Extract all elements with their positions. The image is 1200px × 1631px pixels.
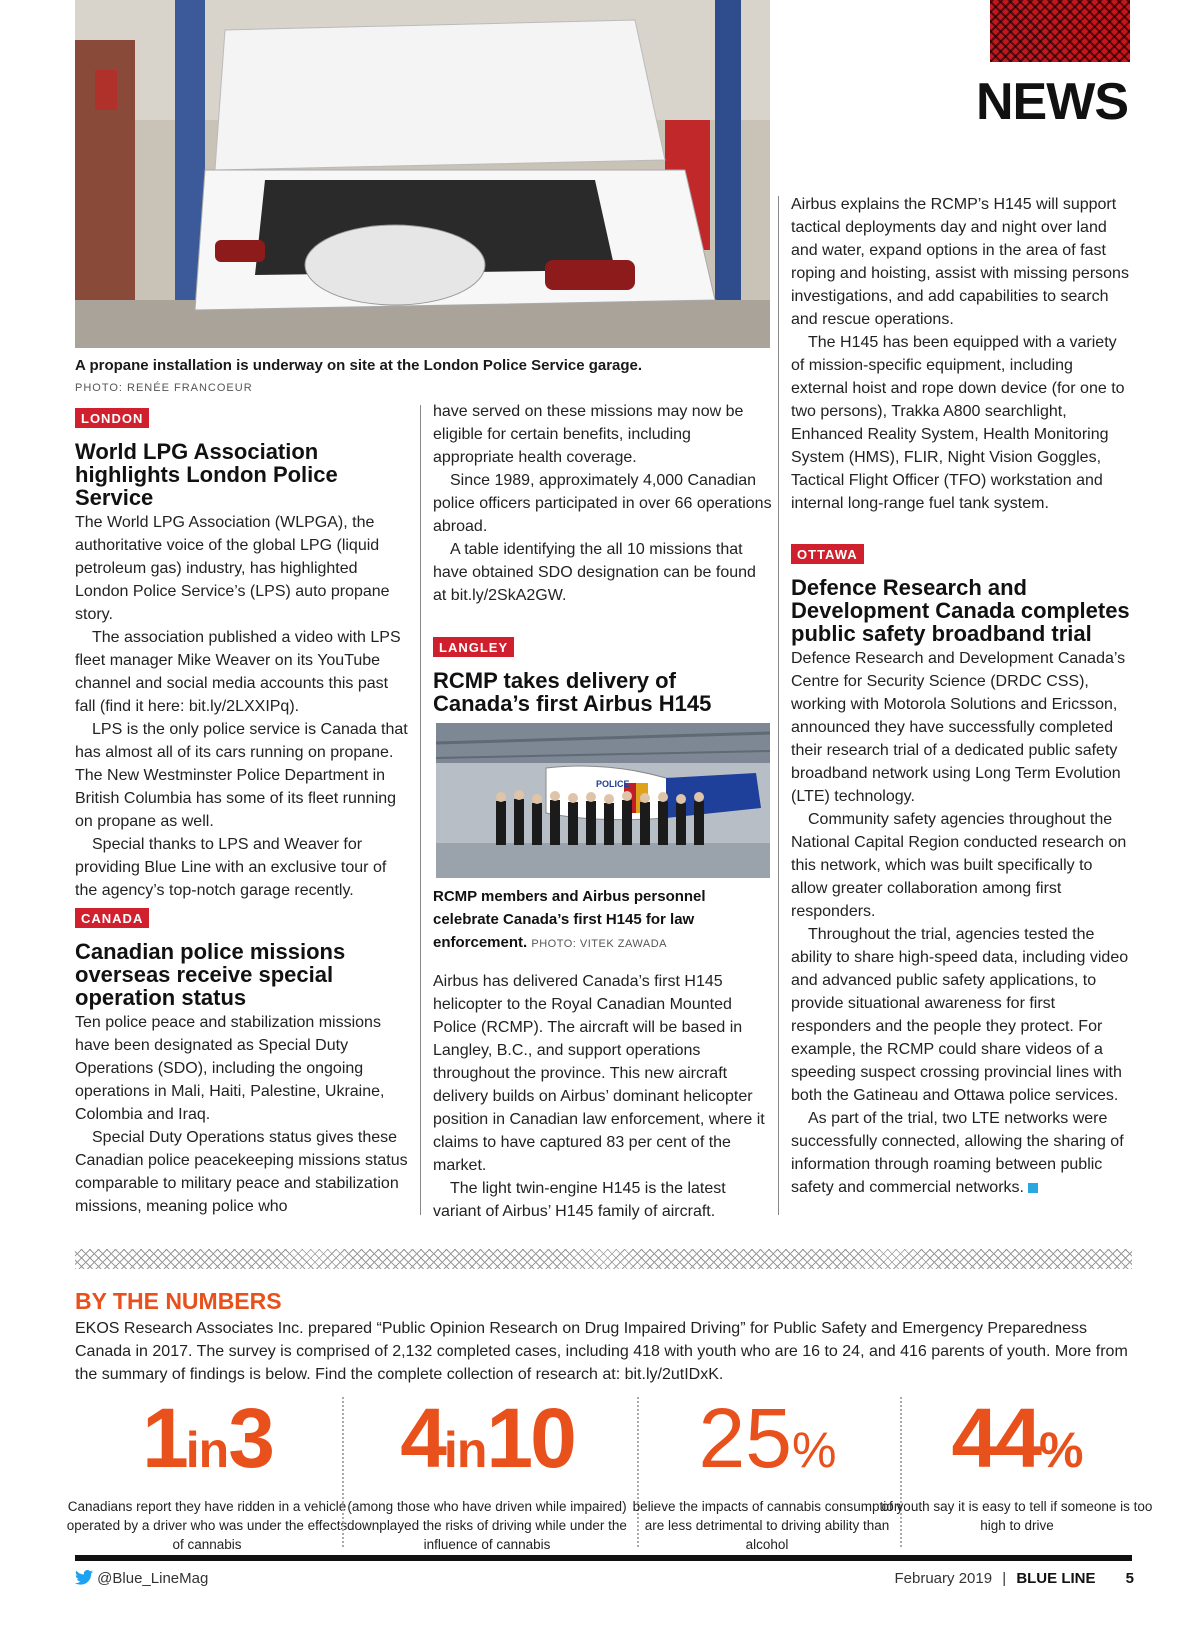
paragraph: Ten police peace and stabilization missions have been designated as Special Duty Operations (SDO), including the ongoing operations in Mali, Haiti, Palestine, Ukraine, Colombia and Iraq. (75, 1014, 385, 1123)
twitter-bird-icon (75, 1570, 93, 1585)
article-london (75, 408, 410, 902)
paragraph: Special thanks to LPS and Weaver for providing Blue Line with an exclusive tour of the agency’s top-notch garage recently. (75, 836, 387, 899)
tag-canada: CANADA (75, 908, 149, 928)
paragraph: The association published a video with LPS fleet manager Mike Weaver on its YouTube channel and social media accounts this past fall (find it here: bit.ly/2LXXIPq). (75, 629, 401, 715)
body-london (75, 511, 410, 902)
stat-4-value: 44% (951, 1391, 1083, 1485)
paragraph: The World LPG Association (WLPGA), the authoritative voice of the global LPG (liquid petroleum gas) industry, has highlighted London Police Service’s (LPS) auto propane story. (75, 514, 390, 623)
page-number: 5 (1125, 1570, 1134, 1587)
end-mark-icon (1028, 1183, 1038, 1193)
paragraph-text: As part of the trial, two LTE networks were successfully connected, allowing the sharing of information through roaming between public safety and commercial networks. (791, 1110, 1124, 1196)
by-the-numbers-intro: EKOS Research Associates Inc. prepared “Public Opinion Research on Drug Impaired Driving” for Public Safety and Emergency Preparedness Canada in 2017. The survey is comprised of 2,132 completed cases, including 418 with youth who are 16 to 24, and 416 parents of youth. More from the summary of findings is below. Find the complete collection of research at: bit.ly/2utIDxK. (75, 1320, 1128, 1383)
footer-separator: | (1002, 1570, 1007, 1587)
paragraph: Since 1989, approximately 4,000 Canadian police officers participated in over 66 operations abroad. (433, 472, 772, 535)
column-rule-1 (420, 405, 421, 1215)
article-langley (433, 637, 773, 715)
propane-car-photo (75, 0, 770, 348)
footer-rule (75, 1555, 1132, 1561)
stat-4-text: of youth say it is easy to tell if someone is too high to drive (881, 1499, 1153, 1533)
stat-1-text: Canadians report they have ridden in a vehicle operated by a driver who was under the effects of cannabis (66, 1499, 348, 1552)
stat-2 (342, 1391, 632, 1554)
paragraph: have served on these missions may now be eligible for certain benefits, including appropriate health coverage. (433, 403, 744, 466)
stat-3 (622, 1391, 912, 1554)
helicopter-caption-text: RCMP members and Airbus personnel celebrate Canada’s first H145 for law enforcement. (433, 888, 706, 951)
stat-1 (62, 1391, 352, 1554)
photo1-caption: A propane installation is underway on site at the London Police Service garage. (75, 357, 643, 374)
footer-date: February 2019 (894, 1570, 993, 1587)
tag-langley: LANGLEY (433, 637, 514, 657)
paragraph: LPS is the only police service is Canada that has almost all of its cars running on propane. The New Westminster Police Department in British Columbia has some of its fleet running on propane as well. (75, 721, 408, 830)
headline-london: World LPG Association highlights London Police Service (75, 439, 338, 510)
body-ottawa (791, 647, 1131, 1199)
section-divider-pattern (75, 1249, 1132, 1269)
stat-3-value: 25% (698, 1391, 836, 1485)
article-ottawa (791, 544, 1131, 1199)
footer-issue-info (895, 1570, 1135, 1587)
tag-london: LONDON (75, 408, 149, 428)
section-title: NEWS (976, 73, 1128, 131)
footer-twitter[interactable] (75, 1570, 208, 1587)
paragraph: The H145 has been equipped with a variety of mission-specific equipment, including external hoist and rope down device (for one to two persons), Trakka A800 searchlight, Enhanced Reality System, Health Monitoring System (HMS), FLIR, Night Vision Goggles, Tactical Flight Officer (TFO) workstation and internal long-range fuel tank system. (791, 334, 1125, 512)
paragraph: Throughout the trial, agencies tested the ability to share high-speed data, including video and advanced public safety applications, to provide situational awareness for first responders and the people they protect. For example, the RCMP could share videos of a speeding suspect crossing provincial lines with both the Gatineau and Ottawa police services. (791, 926, 1129, 1104)
paragraph: Special Duty Operations status gives these Canadian police peacekeeping missions status comparable to military peace and stabilization missions, meaning police who (75, 1129, 408, 1215)
photo1-credit: PHOTO: RENÉE FRANCOEUR (75, 382, 253, 394)
body-langley (433, 970, 773, 1223)
body-canada (75, 1011, 410, 1218)
paragraph: Defence Research and Development Canada’s Centre for Security Science (DRDC CSS), working with Motorola Solutions and Ericsson, announced they have successfully completed their research trial of a dedicated public safety broadband network using Long Term Evolution (LTE) technology. (791, 650, 1126, 805)
stat-1-value: 1in3 (142, 1391, 272, 1485)
body-canada-continued (433, 400, 773, 607)
helicopter-photo-caption (433, 885, 763, 956)
stat-2-value: 4in10 (400, 1391, 574, 1485)
headline-ottawa: Defence Research and Development Canada completes public safety broadband trial (791, 575, 1130, 646)
paragraph (791, 1107, 1131, 1199)
headline-langley: RCMP takes delivery of Canada’s first Airbus H145 (433, 668, 712, 716)
helicopter-police-label: POLICE (596, 779, 630, 789)
paragraph: Airbus has delivered Canada’s first H145 helicopter to the Royal Canadian Mounted Police (RCMP). The aircraft will be based in Langley, B.C., and support operations throughout the province. This new aircraft delivery builds on Airbus’ dominant helicopter position in Canadian law enforcement, where it claims to have captured 83 per cent of the market. (433, 973, 765, 1174)
paragraph: Airbus explains the RCMP’s H145 will support tactical deployments day and night over land and water, expand options in the area of fast roping and hoisting, assist with missing persons investigations, and add capabilities to search and rescue operations. (791, 196, 1129, 328)
helicopter-photo-credit: PHOTO: VITEK ZAWADA (531, 938, 667, 950)
twitter-handle: @Blue_LineMag (97, 1570, 209, 1587)
stat-3-text: believe the impacts of cannabis consumption are less detrimental to driving ability than alcohol (632, 1499, 902, 1552)
tag-ottawa: OTTAWA (791, 544, 864, 564)
paragraph: A table identifying the all 10 missions that have obtained SDO designation can be found at bit.ly/2SkA2GW. (433, 541, 756, 604)
header-pattern-block (990, 0, 1130, 62)
paragraph: The light twin-engine H145 is the latest variant of Airbus’ H145 family of aircraft. (433, 1180, 726, 1220)
stat-2-text: (among those who have driven while impaired) downplayed the risks of driving while under the influence of cannabis (347, 1499, 627, 1552)
column-rule-2 (778, 196, 779, 1215)
footer-magazine: BLUE LINE (1016, 1570, 1096, 1587)
headline-canada: Canadian police missions overseas receive special operation status (75, 939, 346, 1010)
body-langley-continued (791, 193, 1131, 515)
by-the-numbers-title: BY THE NUMBERS (75, 1288, 282, 1314)
helicopter-photo (436, 723, 770, 878)
article-canada (75, 908, 410, 1218)
stat-4 (872, 1391, 1162, 1535)
paragraph: Community safety agencies throughout the National Capital Region conducted research on this network, which was built specifically to allow greater collaboration among first responders. (791, 811, 1127, 920)
